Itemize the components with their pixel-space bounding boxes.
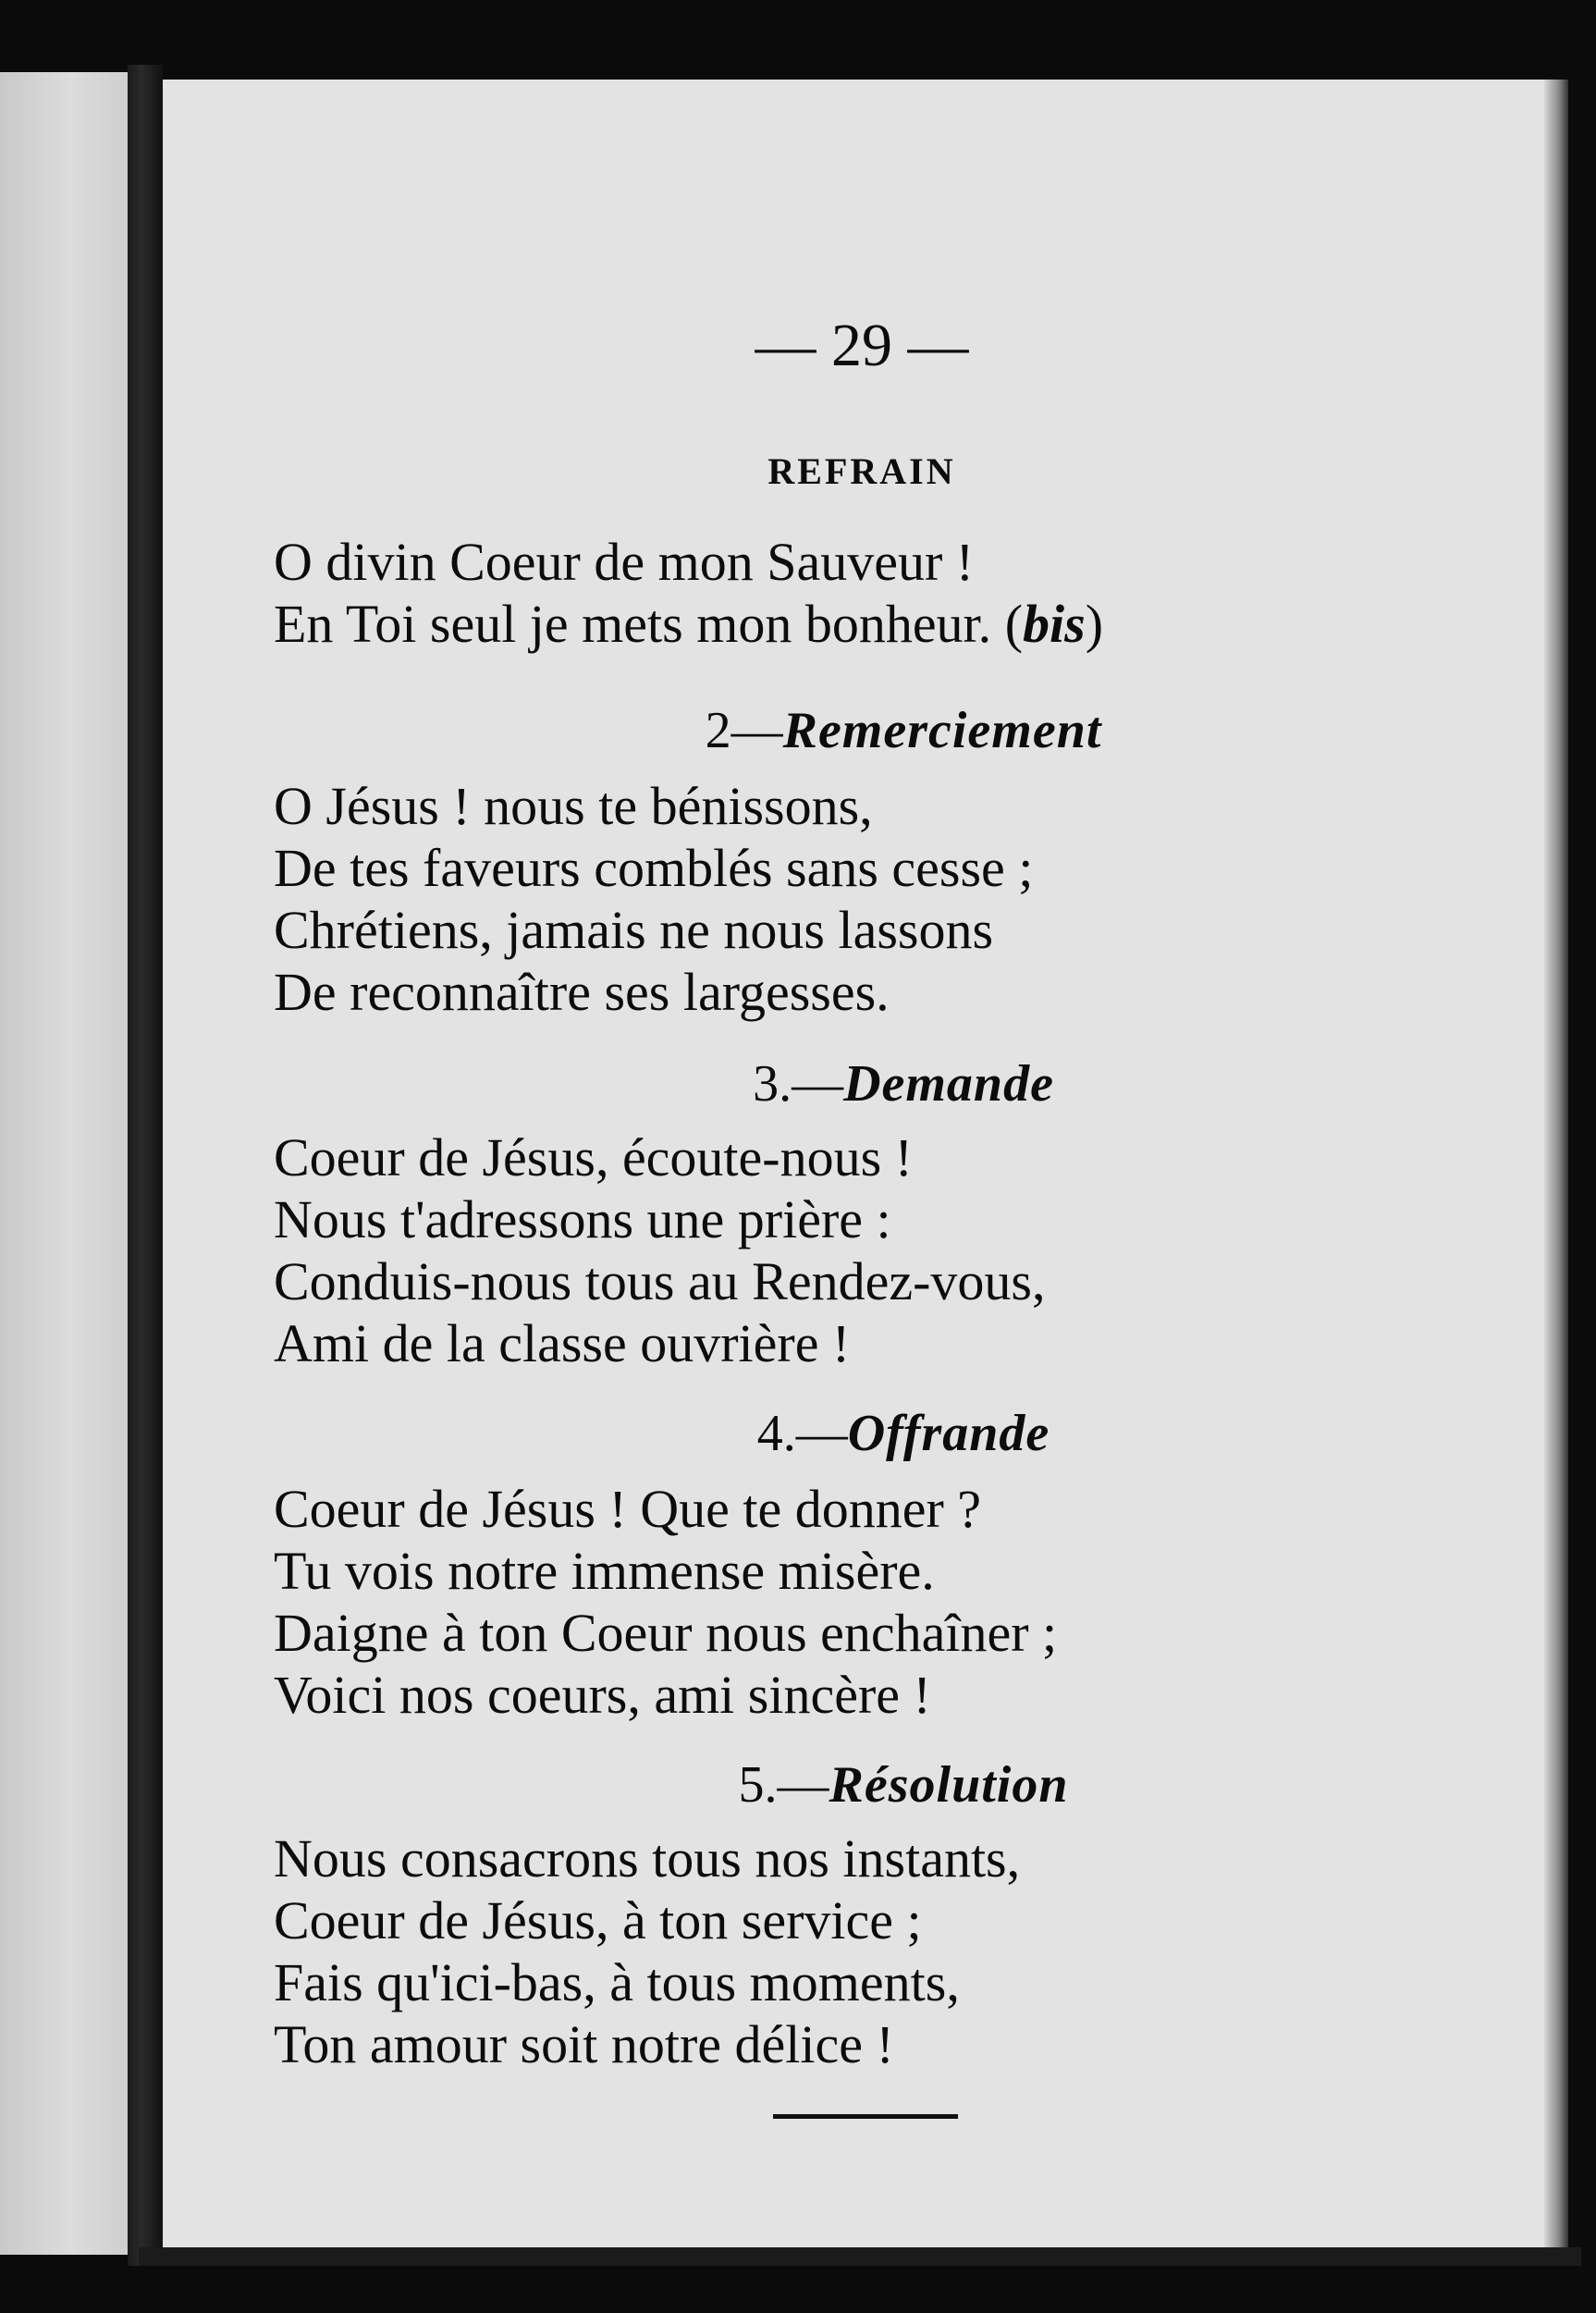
bis-paren-close: )	[1085, 594, 1104, 654]
section-title-demande	[163, 1054, 1561, 1113]
book-page	[163, 80, 1561, 2255]
stanza-demande	[274, 1126, 1046, 1374]
verse-line: Daigne à ton Coeur nous enchaîner ;	[274, 1603, 1058, 1663]
section-number: 3.—	[753, 1055, 844, 1113]
page-number: — 29 —	[755, 312, 969, 379]
page-edge-shadow	[1544, 80, 1568, 2255]
verse-line: Coeur de Jésus, à ton service ;	[274, 1890, 922, 1950]
refrain-line	[274, 593, 1103, 655]
closing-rule	[773, 2114, 958, 2119]
section-title-remerciement	[163, 701, 1561, 760]
section-title-offrande	[163, 1404, 1561, 1463]
verse-line: Coeur de Jésus ! Que te donner ?	[274, 1479, 982, 1539]
bottom-shadow	[139, 2247, 1581, 2266]
verse-line: Tu vois notre immense misère.	[274, 1541, 935, 1601]
verse-line: Chrétiens, jamais ne nous lassons	[274, 900, 994, 960]
bis-paren-open: (	[991, 594, 1024, 654]
verse-line: Voici nos coeurs, ami sincère !	[274, 1665, 931, 1725]
verse-line: Conduis-nous tous au Rendez-vous,	[274, 1251, 1046, 1311]
refrain-line: O divin Coeur de mon Sauveur !	[274, 532, 975, 592]
verse-line: Ton amour soit notre délice !	[274, 2014, 894, 2074]
verse-line: Ami de la classe ouvrière !	[274, 1313, 851, 1373]
facing-page-edge	[0, 72, 128, 2255]
section-number: 2—	[705, 702, 783, 759]
refrain-lines	[274, 531, 1103, 655]
verse-line: O Jésus ! nous te bénissons,	[274, 776, 873, 836]
stanza-offrande	[274, 1478, 1057, 1726]
stanza-remerciement	[274, 775, 1033, 1023]
refrain-heading: REFRAIN	[767, 450, 956, 492]
book-gutter	[128, 65, 163, 2266]
verse-line: Nous consacrons tous nos instants,	[274, 1828, 1021, 1889]
section-name: Résolution	[829, 1756, 1069, 1814]
section-number: 5.—	[738, 1756, 829, 1814]
bis-marker: bis	[1023, 594, 1086, 654]
verse-line: Nous t'adressons une prière :	[274, 1189, 891, 1249]
stanza-resolution	[274, 1827, 1020, 2075]
verse-line: Coeur de Jésus, écoute-nous !	[274, 1127, 913, 1187]
section-name: Demande	[843, 1055, 1054, 1113]
verse-line: De reconnaître ses largesses.	[274, 962, 890, 1022]
section-title-resolution	[163, 1755, 1561, 1815]
section-name: Remerciement	[782, 702, 1102, 759]
verse-line: De tes faveurs comblés sans cesse ;	[274, 838, 1034, 898]
verse-line: Fais qu'ici-bas, à tous moments,	[274, 1952, 960, 2012]
section-number: 4.—	[756, 1405, 848, 1462]
section-name: Offrande	[847, 1405, 1050, 1462]
refrain-line-text: En Toi seul je mets mon bonheur.	[274, 594, 992, 654]
